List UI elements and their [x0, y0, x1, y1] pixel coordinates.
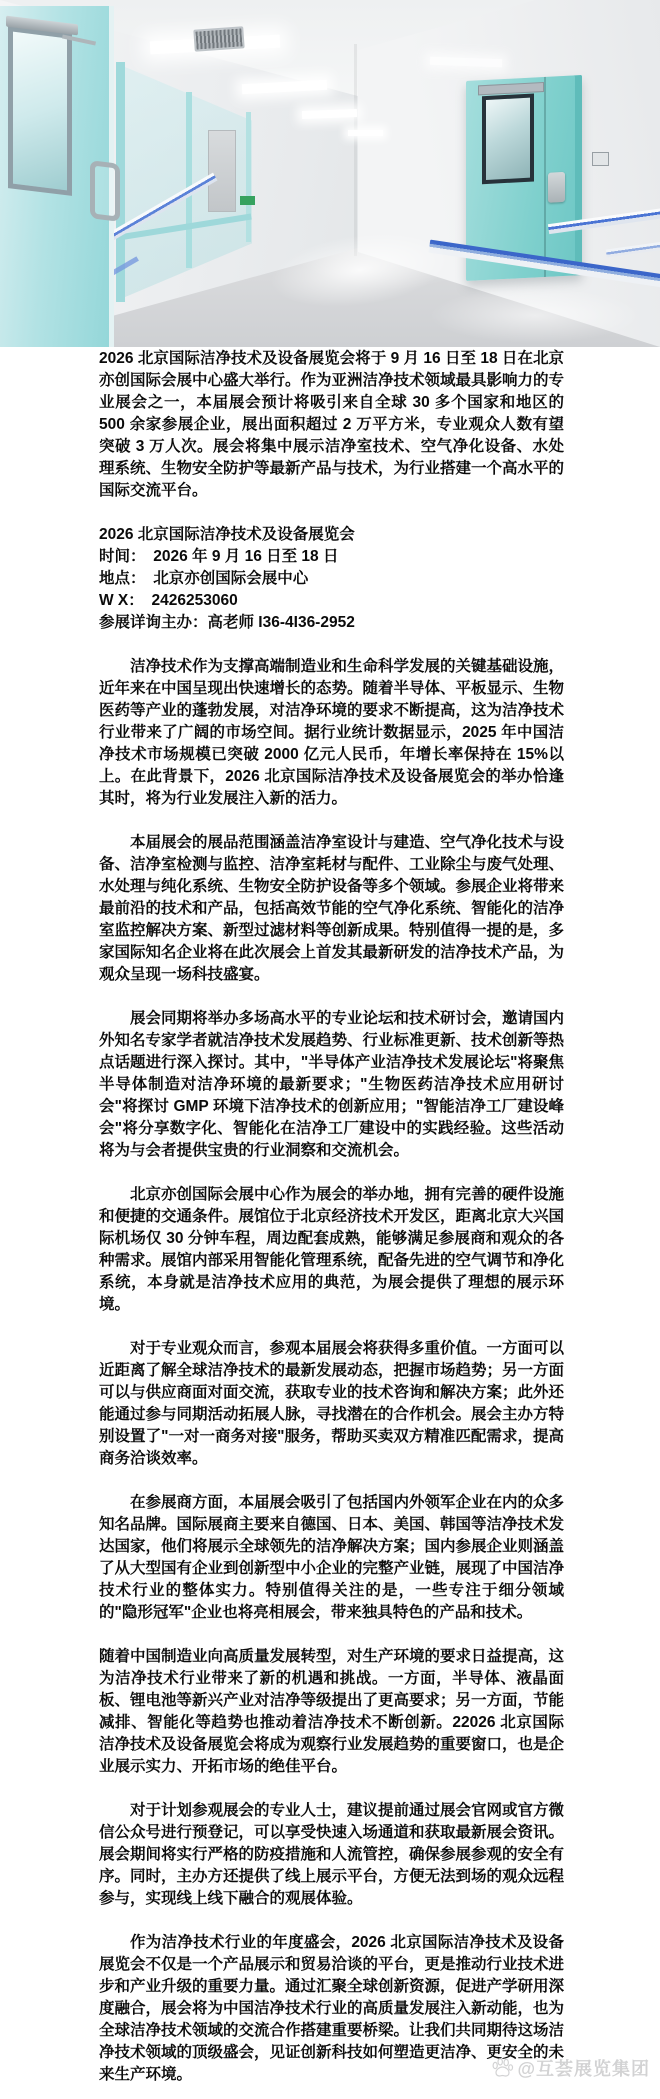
photo-glass-frame	[186, 92, 192, 268]
paragraph-industry-growth: 洁净技术作为支撑高端制造业和生命科学发展的关键基础设施，近年来在中国呈现出快速增长的态势。随着半导体、平板显示、生物医药等产业的蓬勃发展，对洁净环境的要求不断提高，这为洁净技术行业带来了广阔的市场空间。据行业统计数据显示，2025 年中国洁净技术市场规模已突破 2000 亿元人民币，年增长率保持在 15%以上。在此背景下，2026 北京国际洁净技术及设备展览会的举办恰逢其时，将为行业发展注入新的活力。	[99, 658, 565, 807]
watermark-text: @互荟展览集团	[517, 2059, 650, 2079]
photo-wall-thermostat	[592, 152, 609, 166]
photo-exit-sign	[240, 196, 255, 205]
event-phone-contact: 参展详询主办：高老师 I36-4I36-2952	[99, 614, 355, 631]
event-info-block	[99, 524, 564, 634]
photo-ceiling-light	[348, 130, 383, 136]
photo-door-closer	[478, 82, 544, 95]
watermark	[490, 2055, 650, 2081]
photo-floor-reflection	[430, 288, 640, 343]
photo-air-vent	[193, 26, 244, 51]
event-time: 时间： 2026 年 9 月 16 日至 18 日	[99, 548, 339, 565]
photo-glass-frame	[246, 112, 251, 242]
paragraph-visitor-value: 对于专业观众而言，参观本届展会将获得多重价值。一方面可以近距离了解全球洁净技术的最新发展动态，把握市场趋势；另一方面可以与供应商面对面交流，获取专业的技术咨询和解决方案；此外还能通过参与同期活动拓展人脉，寻找潜在的合作机会。展会主办方特别设置了"一对一商务对接"服务，帮助买卖双方精准匹配需求，提高商务洽谈效率。	[99, 1340, 565, 1467]
photo-stainless-door	[208, 130, 236, 212]
photo-door-window	[482, 93, 534, 184]
article-body	[99, 348, 564, 2099]
photo-door-window	[8, 26, 72, 196]
photo-door-leaf-split	[544, 77, 546, 277]
paragraph-exhibitors: 在参展商方面，本届展会吸引了包括国内外领军企业在内的众多知名品牌。国际展商主要来自德国、日本、美国、韩国等洁净技术发达国家，他们将展示全球领先的洁净解决方案；国内参展企业则涵盖了从大型国有企业到创新型中小企业的完整产业链，展现了中国洁净技术行业的整体实力。特别值得关注的是，一些专注于细分领域的"隐形冠军"企业也将亮相展会，带来独具特色的产品和技术。	[99, 1494, 565, 1621]
paragraph-conclusion: 作为洁净技术行业的年度盛会，2026 北京国际洁净技术及设备展览会不仅是一个产品展示和贸易洽谈的平台，更是推动行业技术进步和产业升级的重要力量。通过汇聚全球创新资源，促进产学研用深度融合，展会将为中国洁净技术行业的高质量发展注入新动能，也为全球洁净技术领域的交流合作搭建重要桥梁。让我们共同期待这场洁净技术领域的顶级盛会，见证创新科技如何塑造更洁净、更安全的未来生产环境。	[99, 1934, 565, 2083]
photo-left-teal-door	[0, 6, 114, 347]
paragraph-exhibit-scope: 本届展会的展品范围涵盖洁净室设计与建造、空气净化技术与设备、洁净室检测与监控、洁净室耗材与配件、工业除尘与废气处理、水处理与纯化系统、生物安全防护设备等多个领域。参展企业将带来最前沿的技术和产品，包括高效节能的空气净化系统、智能化的洁净室监控解决方案、新型过滤材料等创新成果。特别值得一提的是，多家国际知名企业将在此次展会上首发其最新研发的洁净技术产品，为观众呈现一场科技盛宴。	[99, 834, 565, 983]
paragraph-registration: 对于计划参观展会的专业人士，建议提前通过展会官网或官方微信公众号进行预登记，可以享受快速入场通道和获取最新展会资讯。展会期间将实行严格的防疫措施和人流管控，确保参展参观的安全有序。同时，主办方还提供了线上展示平台，方便无法到场的观众远程参与，实现线上线下融合的观展体验。	[99, 1802, 565, 1907]
event-venue: 地点： 北京亦创国际会展中心	[99, 570, 309, 587]
event-title: 2026 北京国际洁净技术及设备展览会	[99, 526, 355, 543]
photo-door-handle	[90, 160, 120, 222]
intro-paragraph: 2026 北京国际洁净技术及设备展览会将于 9 月 16 日至 18 日在北京亦创国际会展中心盛大举行。作为亚洲洁净技术领域最具影响力的专业展会之一，本届展会预计将吸引来自全球 30 多个国家和地区的 500 余家参展企业，展出面积超过 2 万平方米，专业观众人数有望突破 3 万人次。展会将集中展示洁净室技术、空气净化设备、水处理系统、生物安全防护等最新产品与技术，为行业搭建一个高水平的国际交流平台。	[99, 350, 565, 499]
paragraph-opportunities: 随着中国制造业向高质量发展转型，对生产环境的要求日益提高，这为洁净技术行业带来了新的机遇和挑战。一方面，半导体、液晶面板、锂电池等新兴产业对洁净等级提出了更高要求；另一方面，节能减排、智能化等趋势也推动着洁净技术不断创新。22026 北京国际洁净技术及设备展览会将成为观察行业发展趋势的重要窗口，也是企业展示实力、开拓市场的绝佳平台。	[99, 1648, 565, 1775]
cleanroom-photo	[0, 0, 660, 347]
event-wx-contact: W X： 2426253060	[99, 592, 238, 609]
paragraph-forums: 展会同期将举办多场高水平的专业论坛和技术研讨会，邀请国内外知名专家学者就洁净技术发展趋势、行业标准更新、技术创新等热点话题进行深入探讨。其中，"半导体产业洁净技术发展论坛"将聚焦半导体制造对洁净环境的最新要求；"生物医药洁净技术应用研讨会"将探讨 GMP 环境下洁净技术的创新应用；"智能洁净工厂建设峰会"将分享数字化、智能化在洁净工厂建设中的实践经验。这些活动将为与会者提供宝贵的行业洞察和交流机会。	[99, 1010, 565, 1159]
photo-door-lock	[548, 172, 565, 203]
paragraph-venue: 北京亦创国际会展中心作为展会的举办地，拥有完善的硬件设施和便捷的交通条件。展馆位于北京经济技术开发区，距离北京大兴国际机场仅 30 分钟车程，周边配套成熟，能够满足参展商和观众的各种需求。展馆内部采用智能化管理系统，配备先进的空气调节和净化系统，本身就是洁净技术应用的典范，为展会提供了理想的展示环境。	[99, 1186, 565, 1313]
photo-wall-corner	[354, 44, 357, 256]
baidu-paw-icon	[490, 2056, 514, 2080]
